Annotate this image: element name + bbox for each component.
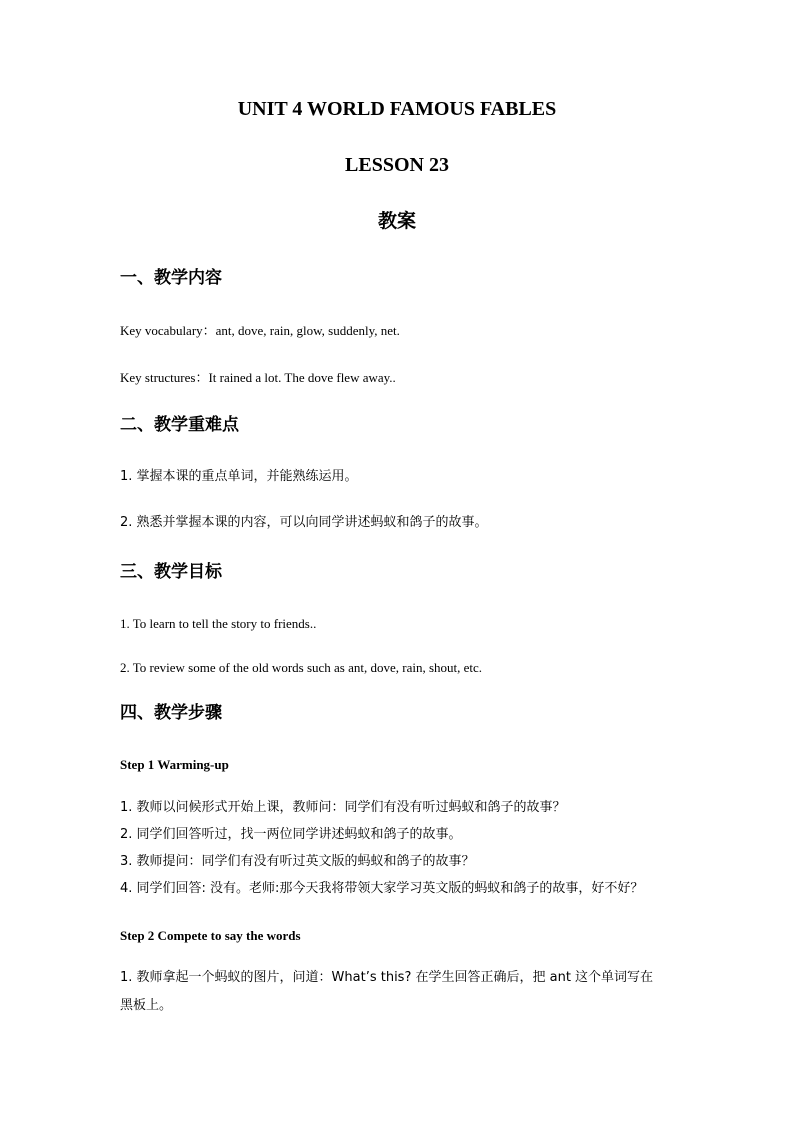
step-line: 1. 教师拿起一个蚂蚁的图片，问道：What’s this? 在学生回答正确后，把 ant 这个单词写在 xyxy=(120,970,654,985)
step-title: Step 1 Warming-up xyxy=(120,757,229,772)
unit-title: UNIT 4 WORLD FAMOUS FABLES xyxy=(237,98,557,120)
section-heading-objectives: 三、教学目标 xyxy=(120,562,222,582)
step-line: 黑板上。 xyxy=(120,998,173,1013)
plan-title: 教案 xyxy=(377,210,416,232)
step-line: 1. 教师以问候形式开始上课，教师问：同学们有没有听过蚂蚁和鸽子的故事？ xyxy=(120,800,566,815)
step-line: 2. 同学们回答听过，找一两位同学讲述蚂蚁和鸽子的故事。 xyxy=(120,827,462,842)
section-heading-key-points: 二、教学重难点 xyxy=(120,415,239,435)
objective-item: 1. To learn to tell the story to friends.. xyxy=(120,616,317,631)
step-line: 4. 同学们回答: 没有。老师:那今天我将带领大家学习英文版的蚂蚁和鸽子的故事，好不好？ xyxy=(120,881,644,896)
section-heading-procedure: 四、教学步骤 xyxy=(120,703,222,723)
key-vocabulary-line: Key vocabulary：ant, dove, rain, glow, suddenly, net. xyxy=(120,323,400,338)
key-point-item: 1. 掌握本课的重点单词，并能熟练运用。 xyxy=(120,469,358,484)
objective-item: 2. To review some of the old words such as ant, dove, rain, shout, etc. xyxy=(120,660,483,675)
key-point-item: 2. 熟悉并掌握本课的内容，可以向同学讲述蚂蚁和鸽子的故事。 xyxy=(120,515,488,530)
key-structures-line: Key structures：It rained a lot. The dove flew away.. xyxy=(120,370,396,385)
section-heading-content: 一、教学内容 xyxy=(120,268,222,288)
step-line: 3. 教师提问：同学们有没有听过英文版的蚂蚁和鸽子的故事？ xyxy=(120,854,475,869)
step-title: Step 2 Compete to say the words xyxy=(120,928,301,943)
lesson-title: LESSON 23 xyxy=(345,154,449,176)
